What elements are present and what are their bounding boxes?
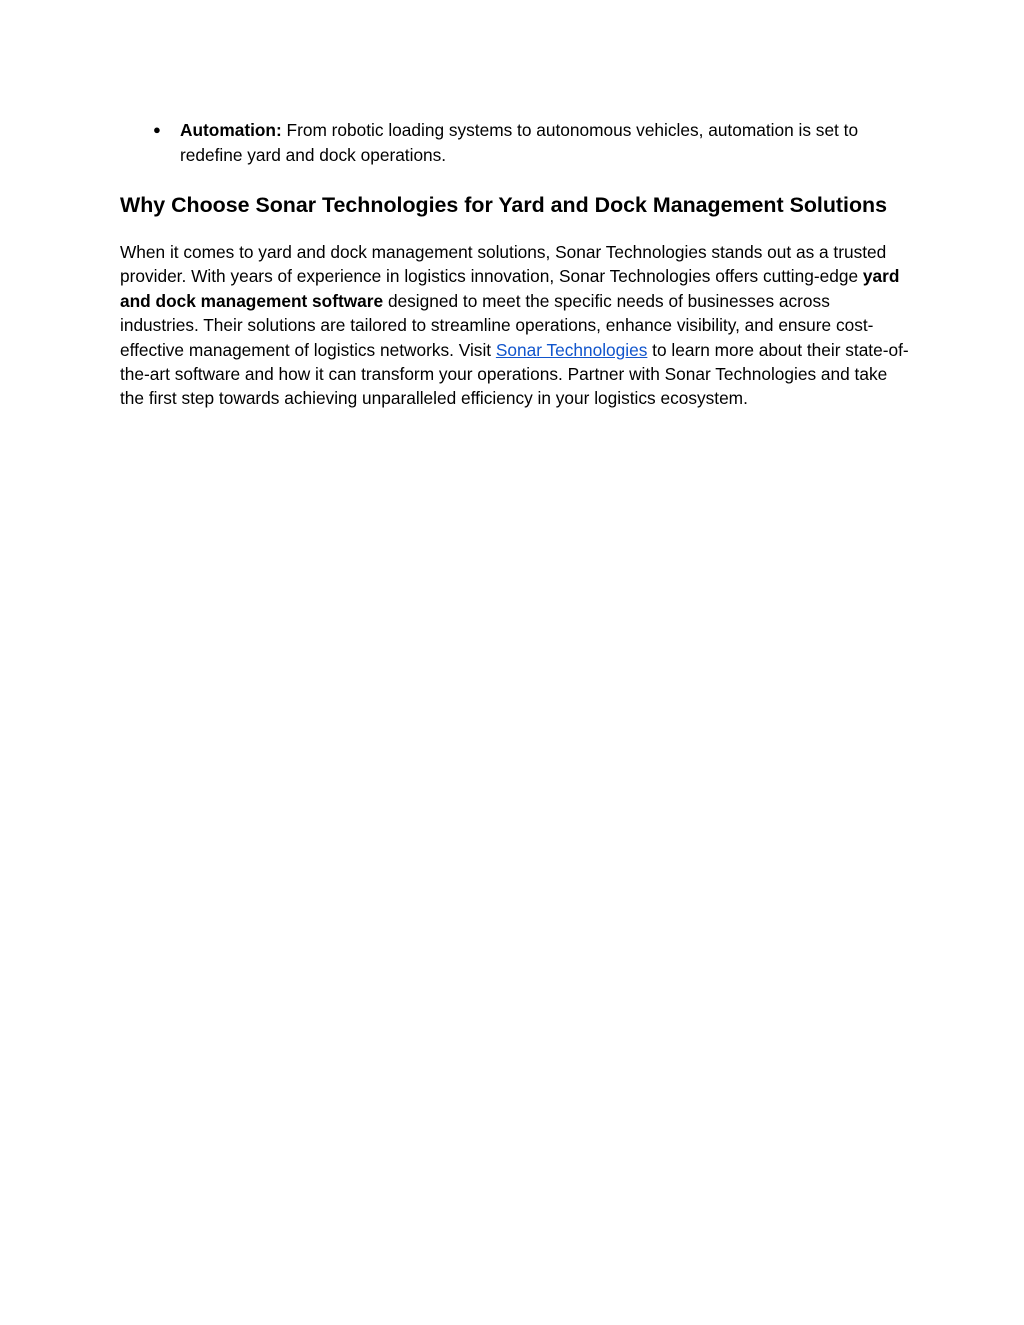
list-item	[120, 118, 910, 167]
bullet-list	[120, 118, 910, 167]
bullet-label: Automation:	[180, 120, 282, 140]
sonar-technologies-link[interactable]: Sonar Technologies	[495, 339, 648, 360]
section-heading: Why Choose Sonar Technologies for Yard and Dock Management Solutions	[120, 193, 888, 217]
paragraph-bold-text: yard and dock management software	[120, 266, 900, 311]
bullet-text: From robotic loading systems to autonomous vehicles, automation is set to redefine yard and dock operations.	[180, 120, 859, 165]
bullet-marker: ●	[153, 122, 161, 137]
paragraph-text-2: designed to meet the specific needs of businesses across industries. Their solutions are tailored to streamline operations, enhance visibility, and ensure cost-effective management of logistics networks. Visit	[120, 290, 874, 360]
paragraph-text-1: When it comes to yard and dock management solutions, Sonar Technologies stands out as a trusted provider. With years of experience in logistics innovation, Sonar Technologies offers cutting-edge	[120, 242, 887, 287]
paragraph-text-3: to learn more about their state-of-the-art software and how it can transform your operations. Partner with Sonar Technologies and take the first step towards achieving unparalleled efficiency in your logistics ecosystem.	[120, 339, 909, 409]
section-paragraph	[120, 240, 910, 411]
